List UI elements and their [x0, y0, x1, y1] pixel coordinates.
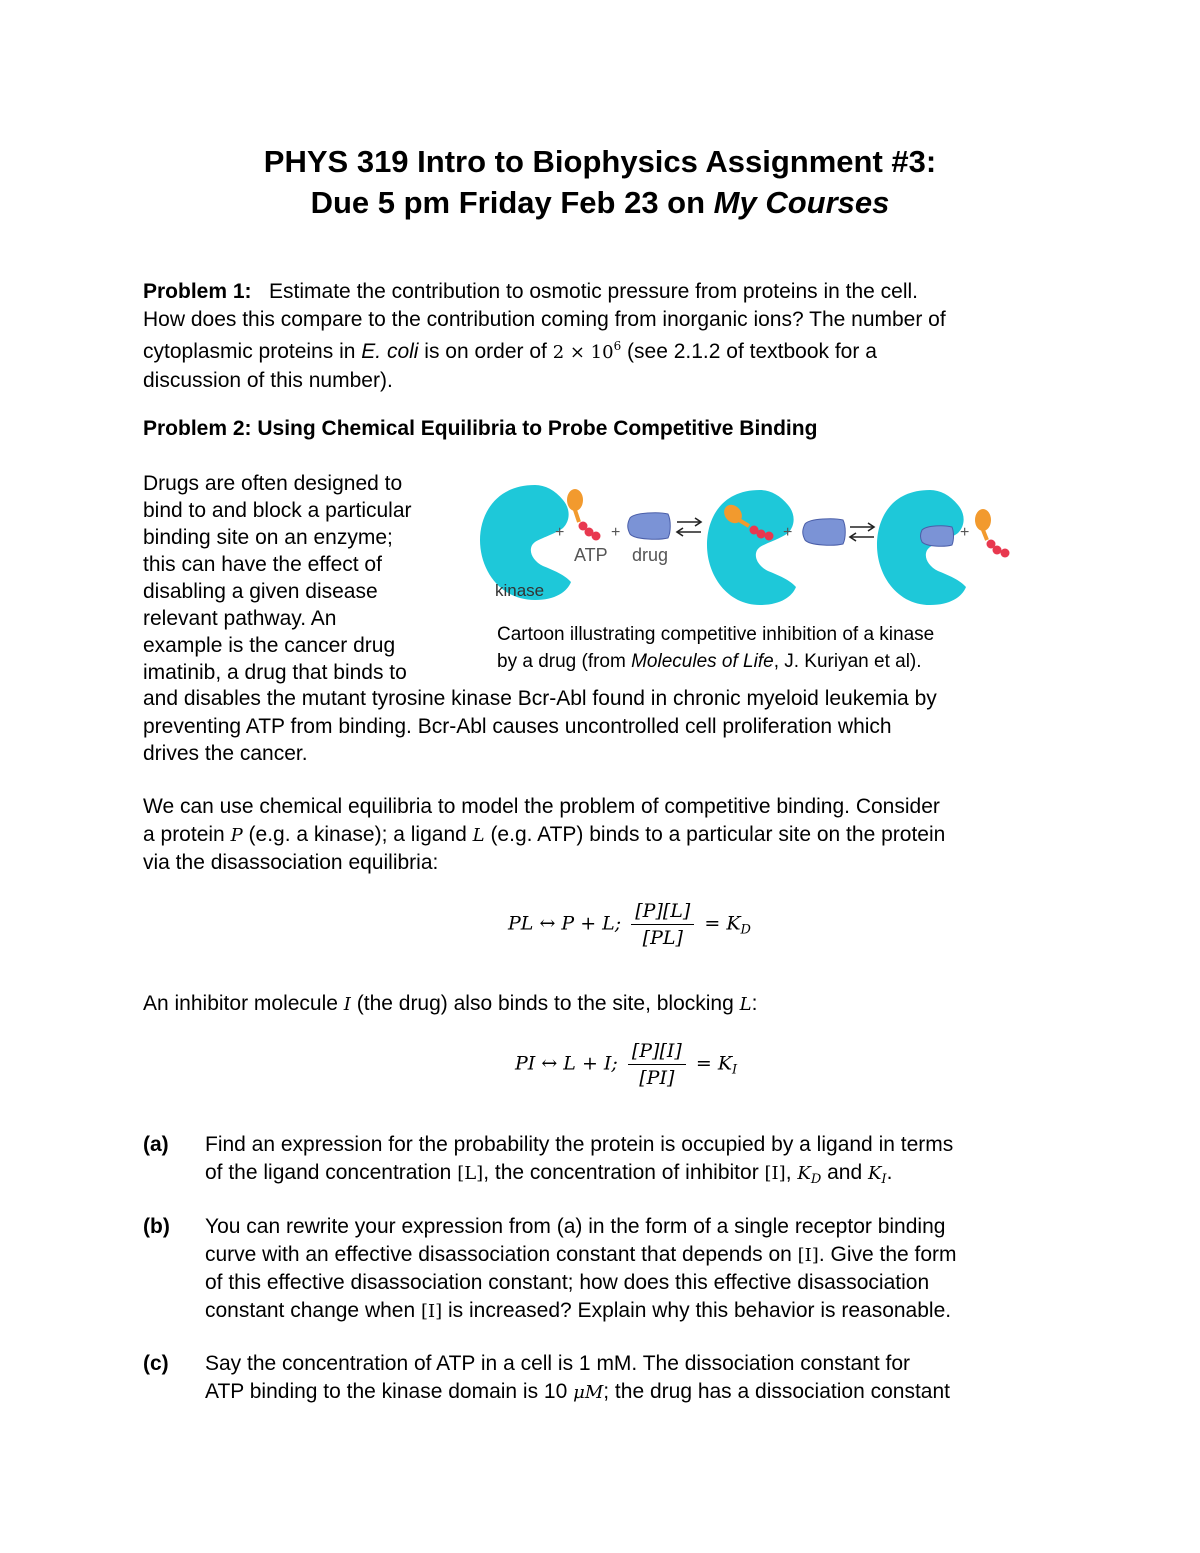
part-line: Find an expression for the probability the protein is occupied by a ligand in terms	[205, 1133, 954, 1156]
part-a	[143, 1131, 1073, 1187]
eq1-fraction	[631, 900, 694, 949]
eq2-numerator: [P][I]	[628, 1040, 686, 1065]
kinase-label: kinase	[495, 581, 545, 600]
problem-2-intro-continued	[143, 685, 1063, 768]
plus-sign: +	[555, 524, 565, 541]
text: and	[821, 1160, 868, 1184]
problem-2-heading: Problem 2: Using Chemical Equilibria to Probe Competitive Binding	[143, 417, 818, 440]
part-c-label: (c)	[143, 1352, 169, 1375]
text: is increased? Explain why this behavior is reasonable.	[442, 1298, 952, 1322]
intro-line: preventing ATP from binding. Bcr-Abl causes uncontrolled cell proliferation which	[143, 714, 892, 738]
part-a-body	[205, 1131, 1075, 1193]
text: ATP binding to the kinase domain is 10	[205, 1379, 574, 1403]
text: . Give the form	[818, 1242, 957, 1266]
drug-molecule	[628, 513, 671, 539]
text: (e.g. a kinase); a ligand	[242, 822, 473, 846]
intro-line: drives the cancer.	[143, 742, 308, 765]
figure-caption	[497, 621, 1017, 675]
caption-line-1: Cartoon illustrating competitive inhibition of a kinase	[497, 624, 935, 645]
intro-line: Drugs are often designed to	[143, 472, 403, 495]
part-a-label: (a)	[143, 1133, 169, 1156]
problem-2-intro-column	[143, 470, 463, 686]
inhibitor-concentration: [I]	[764, 1162, 786, 1184]
part-line	[205, 1159, 1075, 1194]
inhibitor-concentration: [I]	[421, 1300, 443, 1322]
problem-1-line-4: discussion of this number).	[143, 368, 393, 392]
kd-symbol: K	[797, 1162, 811, 1184]
book-title: Molecules of Life	[631, 651, 774, 672]
part-line	[205, 1378, 1075, 1407]
plus-sign: +	[611, 524, 621, 541]
part-line	[205, 1297, 1075, 1326]
text: .	[886, 1160, 893, 1184]
text: An inhibitor molecule	[143, 992, 344, 1015]
text: constant change when	[205, 1298, 421, 1322]
equilibria-paragraph	[143, 793, 1063, 877]
part-c	[143, 1350, 1073, 1403]
text: ,	[785, 1160, 798, 1184]
inhibitor-concentration: [I]	[797, 1244, 819, 1266]
para-line: via the disassociation equilibria:	[143, 851, 439, 874]
ki-symbol: K	[867, 1162, 882, 1184]
equation-ligand-dissociation	[508, 900, 751, 949]
symbol-L: L	[739, 994, 752, 1015]
page-title: PHYS 319 Intro to Biophysics Assignment #3:	[263, 144, 937, 179]
part-b-label: (b)	[143, 1215, 170, 1238]
part-line: Say the concentration of ATP in a cell is 1 mM. The dissociation constant for	[205, 1352, 911, 1375]
inhibitor-sentence	[143, 990, 1063, 1019]
intro-line: disabling a given disease	[143, 580, 378, 603]
p1-l3-a: cytoplasmic proteins in	[143, 340, 362, 363]
text: (e.g. ATP) binds to a particular site on the protein	[484, 822, 946, 846]
eq1-right: = K	[704, 912, 741, 935]
text: a protein	[143, 822, 231, 846]
part-b-body	[205, 1213, 1075, 1325]
part-c-body	[205, 1350, 1075, 1406]
p1-l3-c: (see 2.1.2 of textbook for a	[621, 340, 877, 363]
problem-1-line-3	[143, 333, 1063, 367]
text: ; the drug has a dissociation constant	[603, 1379, 950, 1403]
equation-inhibitor-dissociation	[515, 1040, 737, 1089]
text: (the drug) also binds to the site, blocking	[350, 992, 740, 1015]
ki-subscript: I	[881, 1171, 887, 1187]
eq2-denominator: [PI]	[639, 1067, 675, 1089]
equilibrium-arrows	[677, 518, 701, 536]
text: curve with an effective disassociation constant that depends on	[205, 1242, 798, 1266]
equilibrium-arrows	[850, 523, 874, 541]
eq2-left: PI ↔ L + I;	[515, 1052, 618, 1075]
part-line: of this effective disassociation constant; how does this effective disassociation	[205, 1271, 930, 1294]
symbol-P: P	[230, 824, 243, 846]
plus-sign: +	[960, 524, 970, 541]
atp-molecule	[567, 489, 601, 541]
kinase-atp-bound	[707, 490, 796, 605]
drug-label: drug	[632, 545, 669, 565]
part-line: You can rewrite your expression from (a) in the form of a single receptor binding	[205, 1215, 946, 1238]
caption-line-2	[497, 648, 1017, 675]
eq2-fraction	[628, 1040, 686, 1089]
text: , the concentration of inhibitor	[483, 1160, 765, 1184]
problem-1	[143, 278, 1063, 394]
problem-1-line-2: How does this compare to the contribution coming from inorganic ions? The number of	[143, 307, 946, 331]
text: :	[751, 992, 758, 1015]
course-platform: My Courses	[713, 185, 890, 220]
plus-sign: +	[783, 524, 793, 541]
text: of the ligand concentration	[205, 1160, 458, 1184]
kinase-drug-bound	[877, 490, 966, 605]
kd-subscript: D	[810, 1171, 822, 1187]
part-line	[205, 1241, 1075, 1270]
due-date-line	[0, 183, 1200, 223]
atp-molecule	[975, 509, 1010, 558]
eq2-subscript: I	[732, 1062, 738, 1078]
para-line: We can use chemical equilibria to model the problem of competitive binding. Consider	[143, 795, 940, 818]
eq2-right: = K	[695, 1052, 733, 1075]
protein-count: 2 × 10	[552, 342, 614, 363]
intro-line: this can have the effect of	[143, 553, 382, 576]
due-date-text: Due 5 pm Friday Feb 23 on	[310, 185, 714, 220]
p1-l3-b: is on order of	[418, 340, 553, 363]
caption-c: , J. Kuriyan et al).	[773, 651, 922, 672]
ligand-concentration: [L]	[457, 1162, 484, 1184]
caption-a: by a drug (from	[497, 651, 632, 672]
drug-bound	[921, 526, 954, 546]
problem-1-line-1	[143, 278, 1063, 306]
eq1-left: PL ↔ P + L;	[508, 912, 622, 935]
intro-line: imatinib, a drug that binds to	[143, 661, 407, 684]
atp-label: ATP	[574, 545, 608, 565]
part-b	[143, 1213, 1073, 1322]
intro-line: relevant pathway. An	[143, 607, 337, 630]
species-name: E. coli	[361, 340, 419, 363]
para-line	[143, 821, 1063, 850]
symbol-L: L	[472, 824, 485, 846]
intro-line: binding site on an enzyme;	[143, 526, 393, 549]
eq1-denominator: [PL]	[642, 927, 683, 949]
intro-line: and disables the mutant tyrosine kinase Bcr-Abl found in chronic myeloid leukemia by	[143, 687, 937, 710]
intro-line: example is the cancer drug	[143, 634, 396, 657]
protein-count-exponent: 6	[613, 339, 622, 353]
problem-1-label: Problem 1:	[143, 280, 252, 303]
eq1-numerator: [P][L]	[631, 900, 694, 925]
intro-line: bind to and block a particular	[143, 499, 412, 522]
eq1-subscript: D	[740, 922, 751, 938]
problem-1-text-1: Estimate the contribution to osmotic pressure from proteins in the cell.	[269, 280, 919, 303]
drug-molecule	[803, 519, 846, 545]
micromolar-unit: μM	[573, 1381, 604, 1403]
symbol-I: I	[343, 994, 351, 1015]
